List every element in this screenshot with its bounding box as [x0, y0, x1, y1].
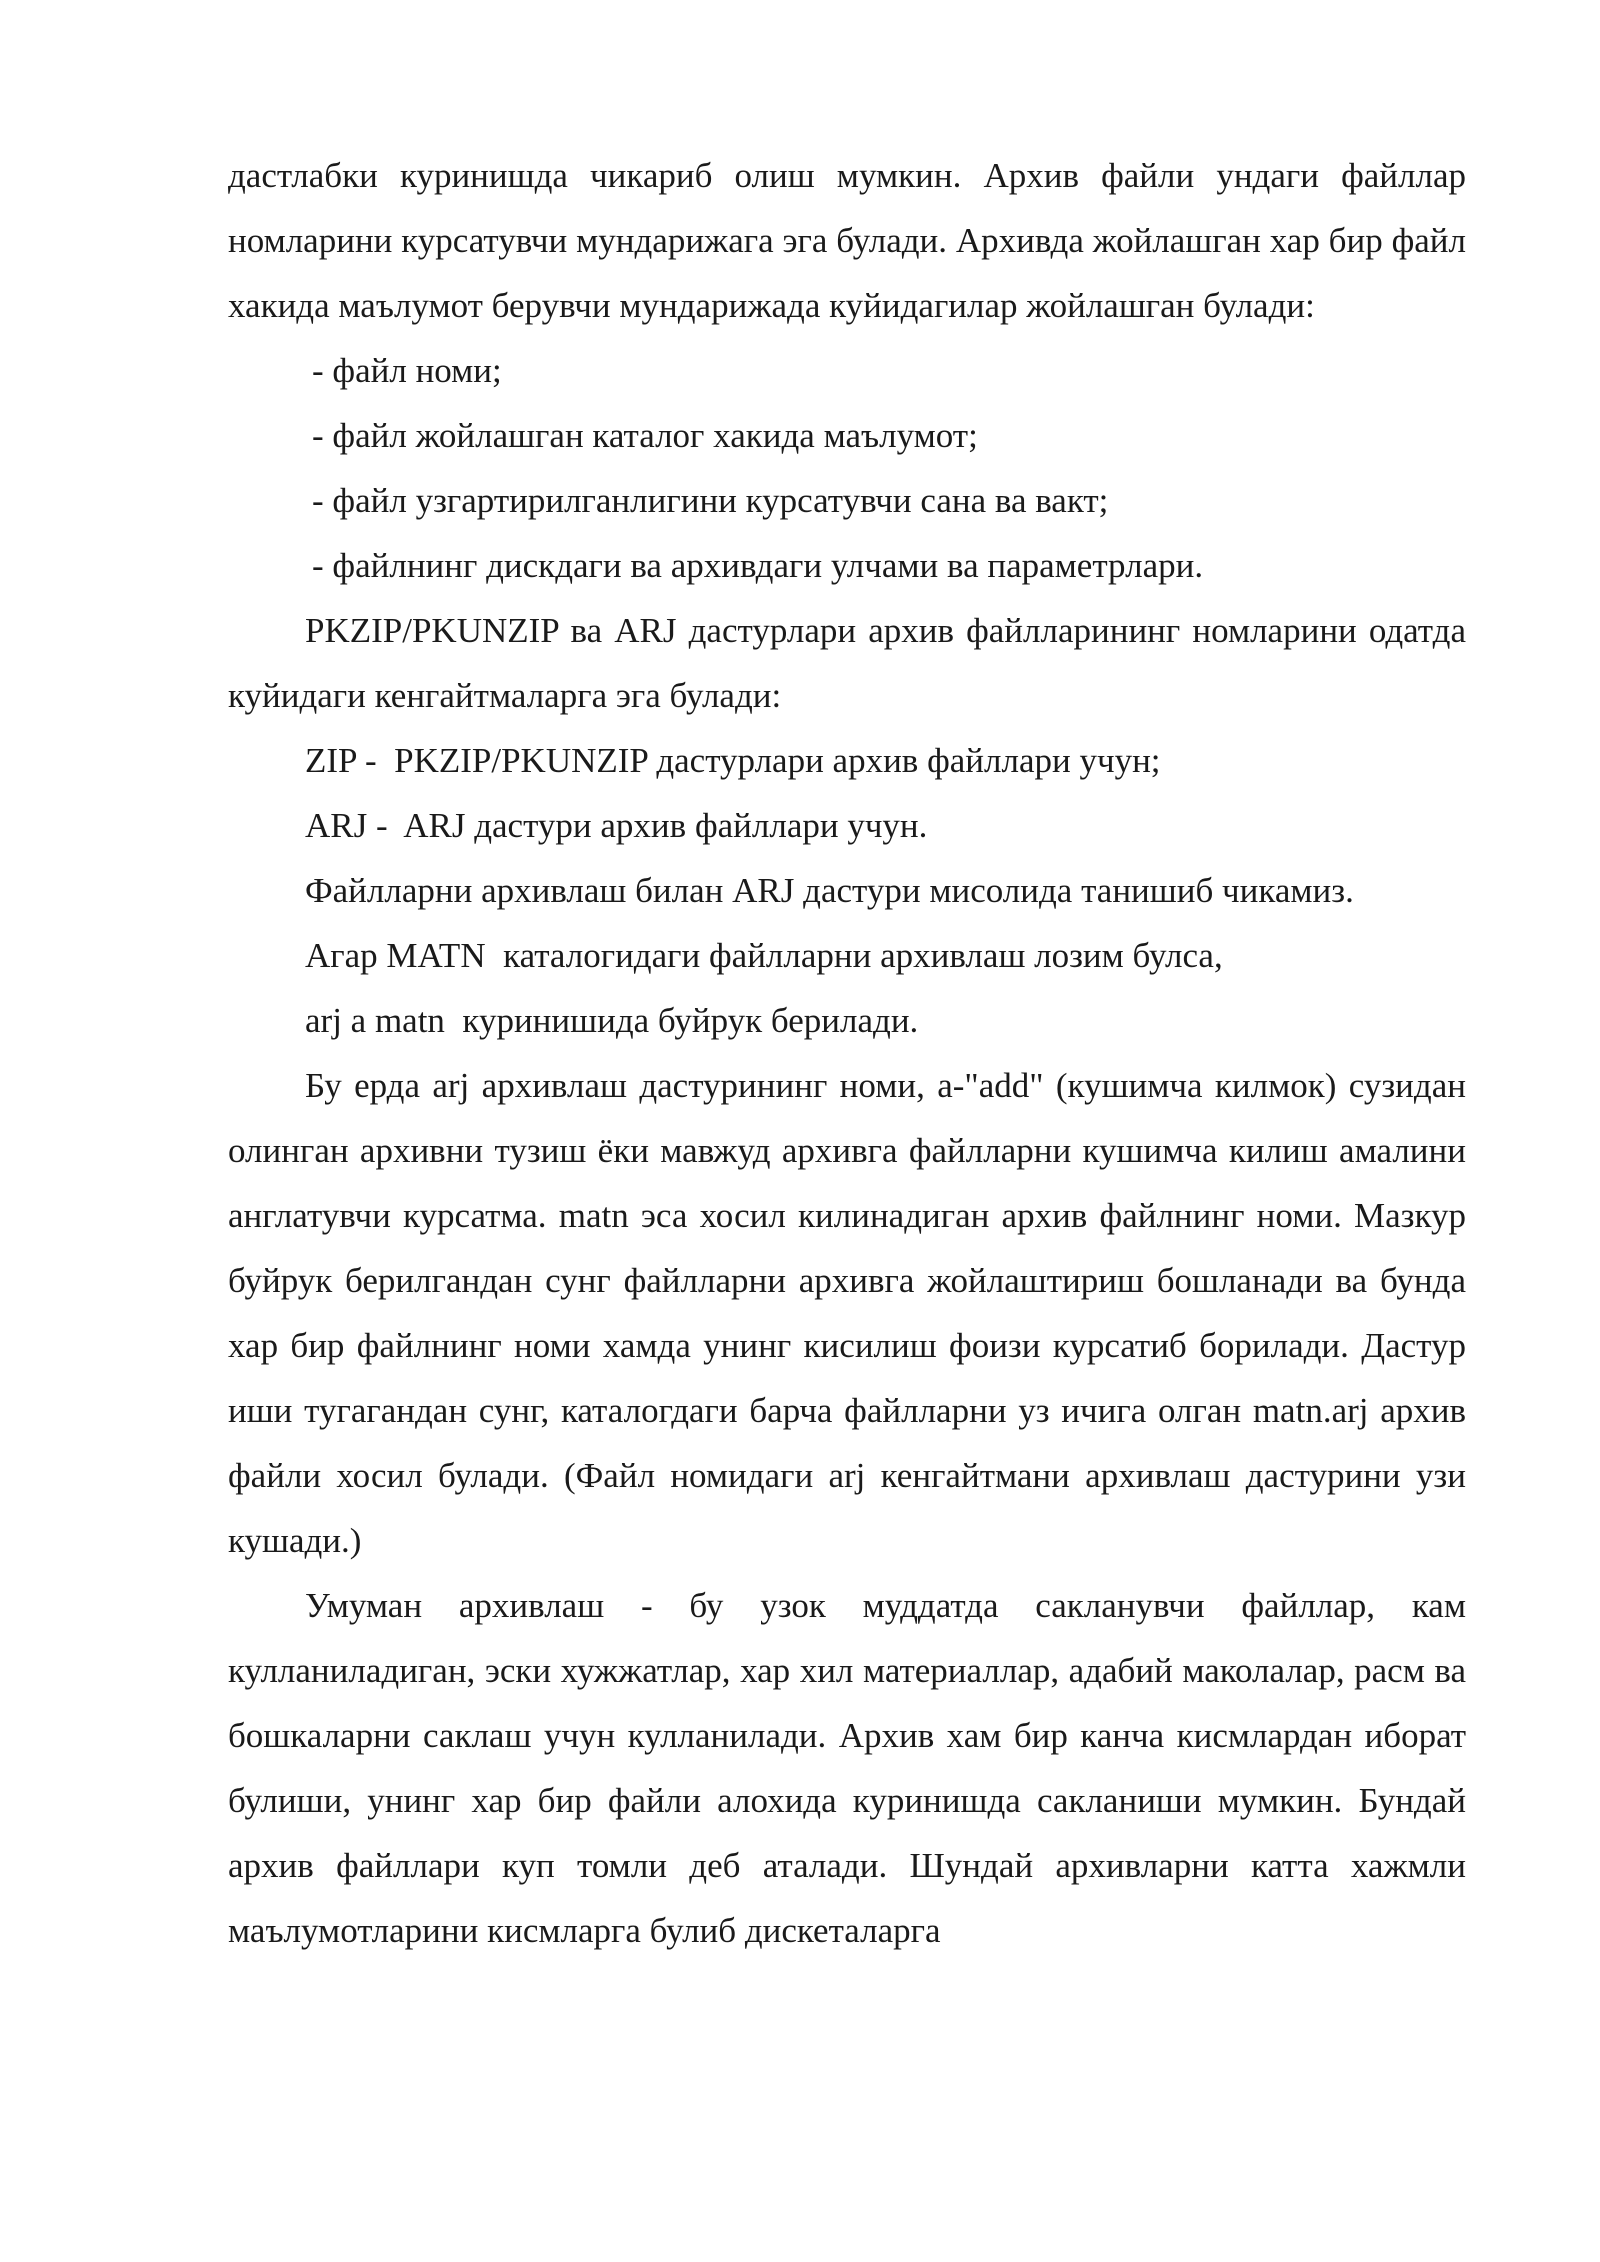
- list-item-catalog-info: - файл жойлашган каталог хакида маълумот;: [312, 416, 978, 455]
- list-item-date-time: - файл узгартирилганлигини курсатувчи сана ва вакт;: [312, 481, 1109, 520]
- line-arj: ARJ - ARJ дастури архив файллари учун.: [305, 806, 928, 845]
- line-zip: ZIP - PKZIP/PKUNZIP дастурлари архив файллари учун;: [305, 741, 1161, 780]
- list-item-file-name: - файл номи;: [312, 351, 502, 390]
- list-item-size-params: - файлнинг дискдаги ва архивдаги улчами ва параметрлари.: [312, 546, 1204, 585]
- paragraph-1: дастлабки куринишда чикариб олиш мумкин. Архив файли ундаги файллар номларини курсатувчи мундарижага эга булади. Архивда жойлашган хар бир файл хакида маълумот берувчи мундарижада куйидагилар жойлашган булади:: [228, 156, 1466, 325]
- line-matn-catalog: Агар MATN каталогидаги файлларни архивлаш лозим булса,: [305, 936, 1223, 975]
- paragraph-extensions: PKZIP/PKUNZIP ва ARJ дастурлари архив файлларининг номларини одатда куйидаги кенгайтмаларга эга булади:: [228, 611, 1466, 715]
- line-arj-example: Файлларни архивлаш билан ARJ дастури мисолида танишиб чикамиз.: [305, 871, 1354, 910]
- line-command: arj a matn куринишида буйрук берилади.: [305, 1001, 919, 1040]
- document-body: [228, 143, 1466, 1963]
- paragraph-archiving-summary: Умуман архивлаш - бу узок муддатда сакланувчи файллар, кам кулланиладиган, эски хужжатлар, хар хил материаллар, адабий маколалар, расм ва бошкаларни саклаш учун кулланилади. Архив хам бир канча кисмлардан иборат булиши, унинг хар бир файли алохида куринишда сакланиши мумкин. Бундай архив файллари куп томли деб аталади. Шундай архивларни катта хажмли маълумотларини кисмларга булиб дискеталарга: [228, 1586, 1466, 1950]
- paragraph-command-explanation: Бу ерда arj архивлаш дастурининг номи, a-"add" (кушимча килмок) сузидан олинган архивни тузиш ёки мавжуд архивга файлларни кушимча килиш амалини англатувчи курсатма. matn эса хосил килинадиган архив файлнинг номи. Мазкур буйрук берилгандан сунг файлларни архивга жойлаштириш бошланади ва бунда хар бир файлнинг номи хамда унинг кисилиш фоизи курсатиб борилади. Дастур иши тугагандан сунг, каталогдаги барча файлларни уз ичига олган matn.arj архив файли хосил булади. (Файл номидаги arj кенгайтмани архивлаш дастурини узи кушади.): [228, 1066, 1466, 1560]
